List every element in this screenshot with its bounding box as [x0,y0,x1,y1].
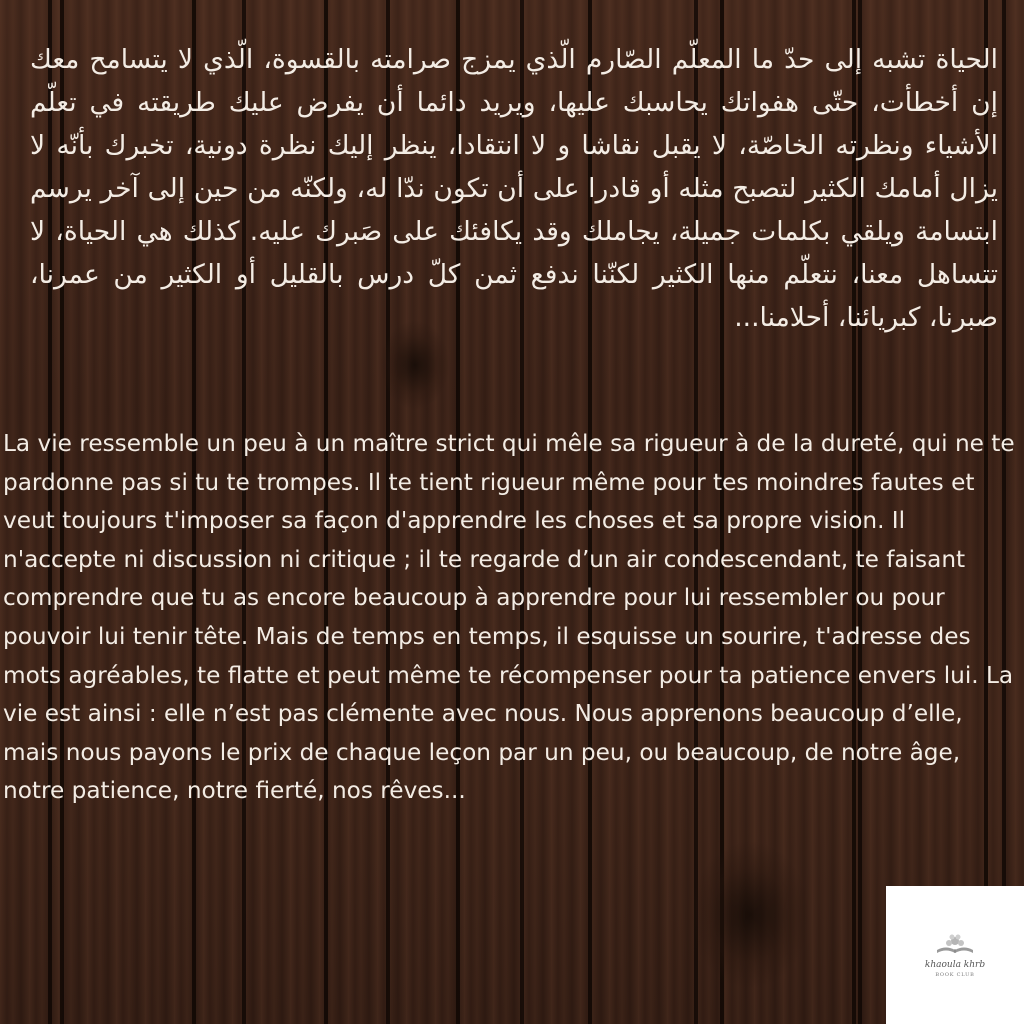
open-book-flower-icon [933,932,977,958]
logo-subtitle: BOOK CLUB [935,971,975,978]
arabic-paragraph: الحياة تشبه إلى حدّ ما المعلّم الصّارم الّذي يمزج صرامته بالقسوة، الّذي لا يتسامح معك إن أخطأت، حتّى هفواتك يحاسبك عليها، ويريد دائما أن يفرض عليك طريقته في تعلّم الأشياء ونظرته الخاصّة، لا يقبل نقاشا و لا انتقادا، ينظر إليك نظرة دونية، تخبرك بأنّه لا يزال أمامك الكثير لتصبح مثله أو قادرا على أن تكون ندّا له، ولكنّه من حين إلى آخر يرسم ابتسامة ويلقي بكلمات جميلة، يجاملك وقد يكافئك على صَبرك عليه. كذلك هي الحياة، لا تتساهل معنا، نتعلّم منها الكثير لكنّنا ندفع ثمن كلّ درس بالقليل أو الكثير من عمرنا، صبرنا، كبريائنا، أحلامنا... [30,44,998,333]
wood-knot [690,840,810,990]
logo-name: khaoula khrb [924,959,986,970]
book-club-logo [886,886,1024,1024]
french-paragraph: La vie ressemble un peu à un maître strict qui mêle sa rigueur à de la dureté, qui ne te pardonne pas si tu te trompes. Il te tient rigueur même pour tes moindres fautes et veut toujours t'imposer sa façon d'apprendre les choses et sa propre vision. Il n'accepte ni discussion ni critique ; il te regarde d’un air condescendant, te faisant comprendre que tu as encore beaucoup à apprendre pour lui ressembler ou pour pouvoir lui tenir tête. Mais de temps en temps, il esquisse un sourire, t'adresse des mots agréables, te flatte et peut même te récompenser pour ta patience envers lui. La vie est ainsi : elle n’est pas clémente avec nous. Nous apprenons beaucoup d’elle, mais nous payons le prix de chaque leçon par un peu, ou beaucoup, de notre âge, notre patience, notre fierté, nos rêves... [3,430,1015,805]
